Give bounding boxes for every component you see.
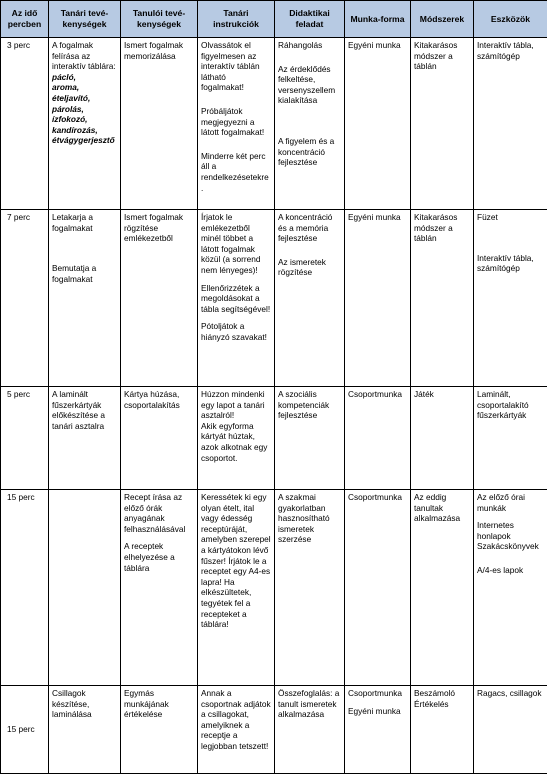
method-cell: Az eddig tanultak alkalmazása (411, 490, 474, 686)
table-row (1, 38, 547, 210)
instruction-text: Húzzon mindenki egy lapot a tanári asztalról! (201, 389, 271, 421)
table-row (1, 686, 547, 774)
table-row (1, 490, 547, 686)
header-tools: Eszközök (474, 1, 547, 38)
tools-cell: Interaktív tábla, számítógép (474, 38, 547, 210)
header-teacher-activities: Tanári tevé-kenységek (49, 1, 121, 38)
work-form-cell: Csoportmunka (345, 387, 411, 490)
term: párolás, (52, 104, 117, 115)
teacher-activity-cell: A laminált fűszerkártyák előkészítése a tanári asztalra (49, 387, 121, 490)
tools-cell (474, 210, 547, 387)
tools-cell (474, 490, 547, 686)
term: ételjavító, (52, 93, 117, 104)
instruction-cell: Keressétek ki egy olyan ételt, ital vagy édesség receptúráját, amelyben szerepel a kártyátokon lévő fűszer! Írjátok le a receptet egy A4-es lapra! Ha elkészültetek, tegyétek fel a recepteket a táblára! (198, 490, 275, 686)
instruction-cell (198, 387, 275, 490)
time-cell: 5 perc (1, 387, 49, 490)
method-cell: Beszámoló Értékelés (411, 686, 474, 774)
term: aroma, (52, 82, 117, 93)
instruction-text: Olvassátok el figyelmesen az interaktív táblán látható fogalmakat! (201, 40, 271, 93)
header-student-activities: Tanulói tevé-kenységek (121, 1, 198, 38)
didactic-cell: A szakmai gyakorlatban hasznosítható ismeretek szerzése (275, 490, 345, 686)
didactic-text: Ráhangolás (278, 40, 341, 51)
header-time: Az idő percben (1, 1, 49, 38)
tools-cell: Laminált, csoportalakító fűszerkártyák (474, 387, 547, 490)
header-teacher-instructions: Tanári instrukciók (198, 1, 275, 38)
student-activity-cell: Egymás munkájának értékelése (121, 686, 198, 774)
tools-text: Internetes honlapok Szakácskönyvek (477, 520, 544, 552)
didactic-cell: Összefoglalás: a tanult ismeretek alkalmazása (275, 686, 345, 774)
instruction-text: Akik egyforma kártyát húztak, azok alkotnak egy csoportot. (201, 421, 271, 463)
didactic-text: Az ismeretek rögzítése (278, 257, 341, 278)
method-cell: Kitakarásos módszer a táblán (411, 38, 474, 210)
teacher-activity-text: A fogalmak felírása az interaktív táblára: (52, 40, 117, 72)
didactic-text: A koncentráció és a memória fejlesztése (278, 212, 341, 244)
tools-text: Füzet (477, 212, 544, 223)
term: ízfokozó, (52, 114, 117, 125)
teacher-activity-text: Bemutatja a fogalmakat (52, 263, 117, 284)
didactic-cell (275, 38, 345, 210)
table-row (1, 387, 547, 490)
work-form-text: Csoportmunka (348, 688, 407, 699)
teacher-activity-text: Letakarja a fogalmakat (52, 212, 117, 233)
student-activity-cell (121, 490, 198, 686)
method-cell: Kitakarásos módszer a táblán (411, 210, 474, 387)
didactic-cell (275, 210, 345, 387)
work-form-cell: Egyéni munka (345, 210, 411, 387)
work-form-cell (345, 686, 411, 774)
time-cell: 7 perc (1, 210, 49, 387)
instruction-cell (198, 38, 275, 210)
method-cell: Játék (411, 387, 474, 490)
header-work-form: Munka-forma (345, 1, 411, 38)
didactic-cell: A szociális kompetenciák fejlesztése (275, 387, 345, 490)
teacher-activity-cell (49, 490, 121, 686)
header-didactic-task: Didaktikai feladat (275, 1, 345, 38)
tools-cell: Ragacs, csillagok (474, 686, 547, 774)
tools-text: Az előző órai munkák (477, 492, 544, 513)
student-activity-cell: Kártya húzása, csoportalakítás (121, 387, 198, 490)
teacher-activity-cell (49, 210, 121, 387)
instruction-text: Pótoljátok a hiányzó szavakat! (201, 321, 271, 342)
instruction-text: Írjatok le emlékezetből minél többet a látott fogalmak közül (a sorrend nem lényeges)! (201, 212, 271, 276)
time-cell: 3 perc (1, 38, 49, 210)
student-activity-text: Recept írása az előző órák anyagának felhasználásával (124, 492, 194, 534)
instruction-text: Ellenőrizzétek a megoldásokat a tábla segítségével! (201, 283, 271, 315)
instruction-text: Minderre két perc áll a rendelkezésetekre. (201, 151, 271, 193)
work-form-cell: Csoportmunka (345, 490, 411, 686)
header-row (1, 1, 547, 38)
term: pácló, (52, 72, 117, 83)
teacher-activity-cell (49, 38, 121, 210)
instruction-text: Próbáljátok megjegyezni a látott fogalmakat! (201, 106, 271, 138)
student-activity-text: A receptek elhelyezése a táblára (124, 541, 194, 573)
work-form-text: Egyéni munka (348, 706, 407, 717)
instruction-cell (198, 210, 275, 387)
student-activity-cell: Ismert fogalmak rögzítése emlékezetből (121, 210, 198, 387)
tools-text: A/4-es lapok (477, 565, 544, 576)
tools-text: Interaktív tábla, számítógép (477, 253, 544, 274)
student-activity-cell: Ismert fogalmak memorizálása (121, 38, 198, 210)
instruction-cell: Annak a csoportnak adjátok a csillagokat, amelyiknek a receptje a legjobban tetszett! (198, 686, 275, 774)
didactic-text: A figyelem és a koncentráció fejlesztése (278, 136, 341, 168)
didactic-text: Az érdeklődés felkeltése, versenyszellem kialakítása (278, 64, 341, 106)
work-form-cell: Egyéni munka (345, 38, 411, 210)
time-cell: 15 perc (1, 686, 49, 774)
header-methods: Módszerek (411, 1, 474, 38)
teacher-activity-cell: Csillagok készítése, laminálása (49, 686, 121, 774)
term: kandírozás, (52, 125, 117, 136)
table-row (1, 210, 547, 387)
term: étvágygerjesztő (52, 135, 117, 146)
time-cell: 15 perc (1, 490, 49, 686)
